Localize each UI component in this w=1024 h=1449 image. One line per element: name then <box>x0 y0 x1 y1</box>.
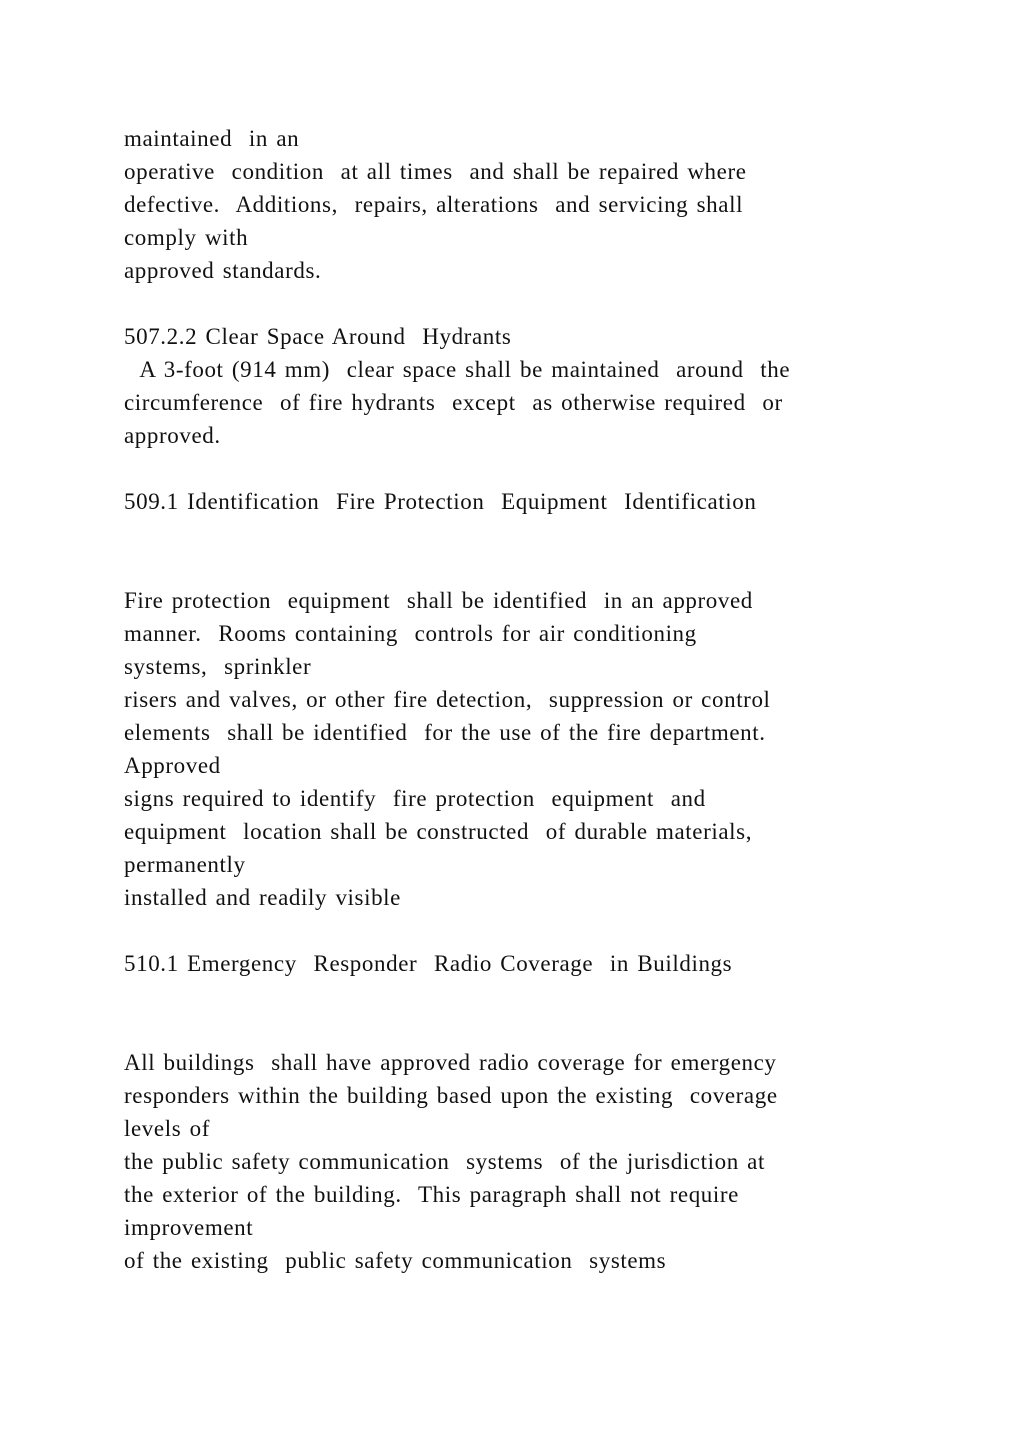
section-heading: 509.1 Identification Fire Protection Equipment Identification <box>124 489 757 514</box>
text-line: defective. Additions, repairs, alterations and servicing shall <box>124 192 744 217</box>
text-line: signs required to identify fire protection equipment and <box>124 786 706 811</box>
document-page <box>124 122 944 1277</box>
text-line: operative condition at all times and shall be repaired where <box>124 159 747 184</box>
section-heading: 510.1 Emergency Responder Radio Coverage in Buildings <box>124 951 733 976</box>
text-line: circumference of fire hydrants except as otherwise required or <box>124 390 783 415</box>
blank-line <box>124 1013 944 1046</box>
text-line: approved standards. <box>124 258 322 283</box>
text-line: systems, sprinkler <box>124 654 312 679</box>
section-507-2-2 <box>124 320 944 452</box>
text-line: responders within the building based upon the existing coverage <box>124 1083 778 1108</box>
text-line: Fire protection equipment shall be identified in an approved <box>124 588 753 613</box>
text-line: levels of <box>124 1116 210 1141</box>
text-line: improvement <box>124 1215 254 1240</box>
blank-line <box>124 287 944 320</box>
blank-line <box>124 452 944 485</box>
blank-line <box>124 551 944 584</box>
text-line: Approved <box>124 753 221 778</box>
blank-line <box>124 914 944 947</box>
blank-line <box>124 980 944 1013</box>
text-line: installed and readily visible <box>124 885 401 910</box>
section-heading: 507.2.2 Clear Space Around Hydrants <box>124 324 512 349</box>
section-509-1 <box>124 485 944 914</box>
text-line: the public safety communication systems of the jurisdiction at <box>124 1149 765 1174</box>
text-line: maintained in an <box>124 126 300 151</box>
blank-line <box>124 518 944 551</box>
text-line: the exterior of the building. This paragraph shall not require <box>124 1182 739 1207</box>
intro-paragraph <box>124 122 944 287</box>
text-line: A 3-foot (914 mm) clear space shall be maintained around the <box>124 357 791 382</box>
section-510-1 <box>124 947 944 1277</box>
text-line: comply with <box>124 225 249 250</box>
text-line: risers and valves, or other fire detection, suppression or control <box>124 687 771 712</box>
text-line: of the existing public safety communication systems <box>124 1248 667 1273</box>
text-line: equipment location shall be constructed of durable materials, <box>124 819 753 844</box>
text-line: elements shall be identified for the use of the fire department. <box>124 720 766 745</box>
text-line: permanently <box>124 852 246 877</box>
text-line: manner. Rooms containing controls for air conditioning <box>124 621 697 646</box>
text-line: All buildings shall have approved radio coverage for emergency <box>124 1050 777 1075</box>
text-line: approved. <box>124 423 221 448</box>
